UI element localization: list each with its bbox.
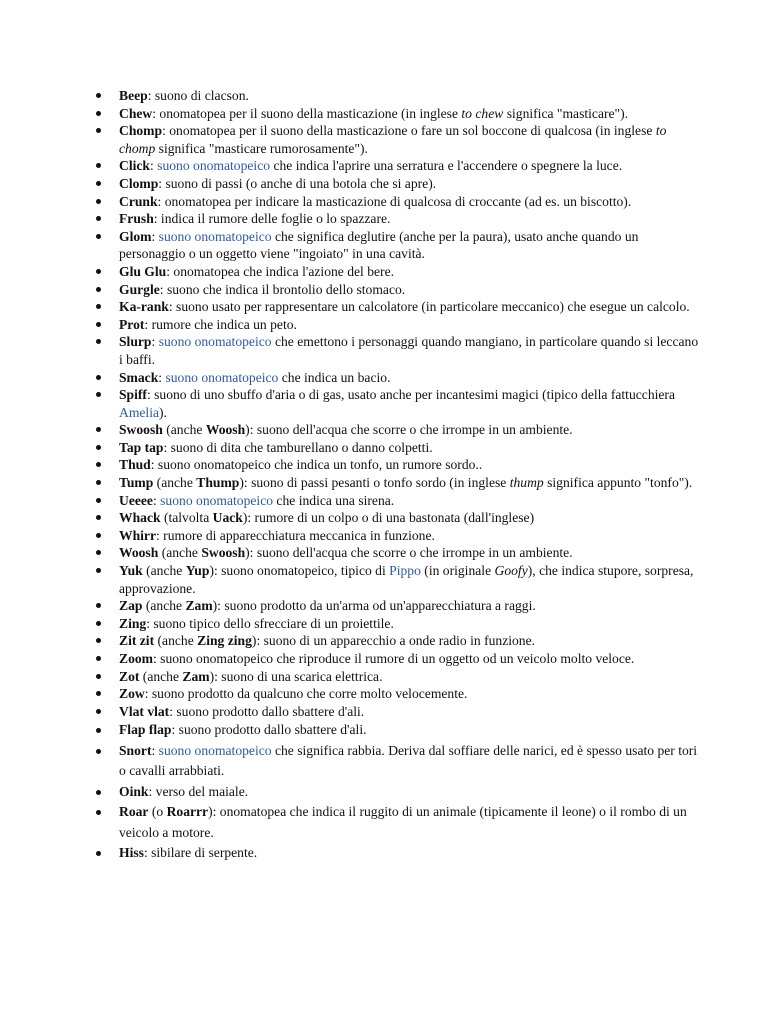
definition-text: (talvolta bbox=[160, 510, 213, 526]
definition-text: : verso del maiale. bbox=[148, 783, 249, 799]
term-label: Yuk bbox=[119, 563, 143, 579]
list-item bbox=[95, 369, 705, 387]
list-item bbox=[95, 597, 705, 615]
list-item bbox=[95, 668, 705, 686]
list-item bbox=[95, 843, 705, 864]
definition-text: : rumore che indica un peto. bbox=[144, 316, 297, 332]
definition-text: (anche bbox=[139, 668, 183, 684]
definition-text: : bbox=[151, 742, 159, 758]
definition-text: (anche bbox=[154, 633, 198, 649]
list-item bbox=[95, 509, 705, 527]
definition-text: : bbox=[149, 158, 158, 174]
term-label: Chew bbox=[119, 105, 153, 121]
onomatopoeia-list bbox=[95, 87, 705, 864]
list-item bbox=[95, 157, 705, 175]
term-label: Zam bbox=[182, 668, 210, 684]
wiki-link[interactable]: suono onomatopeico bbox=[157, 158, 271, 174]
term-label: Zow bbox=[119, 686, 145, 702]
definition-text: : suono onomatopeico che riproduce il rumore di un oggetto od un veicolo molto veloce. bbox=[152, 651, 635, 666]
list-item bbox=[95, 421, 705, 439]
term-label: Swoosh bbox=[201, 545, 246, 561]
term-label: Whack bbox=[119, 510, 161, 526]
term-label: Beep bbox=[119, 88, 148, 103]
list-item bbox=[95, 527, 705, 545]
term-label: Vlat vlat bbox=[119, 703, 170, 719]
list-item bbox=[95, 122, 705, 157]
definition-text: : bbox=[151, 334, 159, 350]
term-label: Zap bbox=[119, 598, 143, 614]
term-label: Oink bbox=[119, 783, 149, 799]
term-label: Zam bbox=[185, 598, 213, 614]
definition-text: (anche bbox=[142, 598, 186, 614]
list-item bbox=[95, 615, 705, 633]
definition-text: (anche bbox=[142, 563, 186, 579]
list-item bbox=[95, 193, 705, 211]
term-label: Spiff bbox=[119, 387, 147, 403]
wiki-link[interactable]: suono onomatopeico bbox=[158, 742, 272, 758]
definition-text: significa "masticare rumorosamente"). bbox=[155, 140, 368, 156]
definition-text: significa "masticare"). bbox=[503, 105, 629, 121]
italic-term: Goofy bbox=[494, 563, 528, 579]
definition-text: ): suono di un apparecchio a onde radio in funzione. bbox=[251, 633, 536, 649]
italic-term: to chomp bbox=[119, 123, 667, 156]
definition-text: ): suono dell'acqua che scorre o che irrompe in un ambiente. bbox=[245, 422, 573, 438]
wiki-link[interactable]: Pippo bbox=[389, 563, 421, 579]
italic-term: thump bbox=[509, 475, 544, 491]
list-item bbox=[95, 456, 705, 474]
italic-term: to chew bbox=[461, 105, 504, 121]
definition-text: : suono che indica il brontolio dello stomaco. bbox=[159, 281, 406, 297]
definition-text: (anche bbox=[153, 475, 197, 491]
term-label: Gurgle bbox=[119, 281, 160, 297]
term-label: Prot bbox=[119, 316, 145, 332]
wiki-link[interactable]: suono onomatopeico bbox=[160, 492, 274, 508]
list-item bbox=[95, 386, 705, 421]
term-label: Yup bbox=[185, 563, 210, 579]
definition-text: : rumore di apparecchiatura meccanica in funzione. bbox=[156, 527, 435, 543]
list-item bbox=[95, 782, 705, 803]
term-label: Flap flap bbox=[119, 722, 172, 738]
term-label: Tump bbox=[119, 475, 154, 491]
definition-text: (anche bbox=[158, 545, 202, 561]
definition-text: che significa rabbia. Deriva dal soffiare delle narici, ed è spesso usato per tori o cavalli arrabbiati. bbox=[119, 742, 698, 779]
definition-text: ): suono onomatopeico, tipico di bbox=[209, 563, 390, 579]
definition-text: : suono di clacson. bbox=[147, 88, 249, 103]
term-label: Roarrr bbox=[166, 804, 209, 820]
definition-text: : suono di passi (o anche di una botola che si apre). bbox=[158, 175, 437, 191]
definition-text: (in originale bbox=[420, 563, 495, 579]
definition-text: : sibilare di serpente. bbox=[143, 845, 258, 861]
term-label: Tap tap bbox=[119, 439, 164, 455]
definition-text: ): onomatopea che indica il ruggito di un animale (tipicamente il leone) o il rombo di un veicolo a motore. bbox=[119, 804, 687, 840]
term-label: Smack bbox=[119, 369, 159, 385]
list-item bbox=[95, 703, 705, 721]
definition-text: : onomatopea che indica l'azione del bere. bbox=[166, 263, 395, 279]
definition-text: ). bbox=[159, 404, 167, 420]
term-label: Zot bbox=[119, 668, 140, 684]
definition-text: ): suono prodotto da un'arma od un'apparecchiatura a raggi. bbox=[212, 598, 536, 614]
list-item bbox=[95, 802, 705, 843]
list-item bbox=[95, 492, 705, 510]
list-item bbox=[95, 316, 705, 334]
term-label: Ueeee bbox=[119, 492, 153, 508]
term-label: Crunk bbox=[119, 193, 158, 209]
definition-text: ): suono dell'acqua che scorre o che irrompe in un ambiente. bbox=[245, 545, 573, 561]
term-label: Woosh bbox=[119, 545, 159, 561]
list-item bbox=[95, 281, 705, 299]
definition-text: : bbox=[158, 369, 166, 385]
definition-text: ): suono di passi pesanti o tonfo sordo (in inglese bbox=[239, 475, 510, 491]
definition-text: ): suono di una scarica elettrica. bbox=[209, 668, 383, 684]
definition-text: : suono prodotto dallo sbattere d'ali. bbox=[171, 722, 367, 738]
term-label: Swoosh bbox=[119, 422, 163, 438]
definition-text: : suono usato per rappresentare un calcolatore (in particolare meccanico) che esegue un calcolo. bbox=[168, 299, 690, 315]
definition-text: (o bbox=[148, 804, 167, 820]
definition-text: : suono tipico dello sfrecciare di un proiettile. bbox=[146, 615, 394, 631]
wiki-link[interactable]: suono onomatopeico bbox=[158, 228, 272, 244]
term-label: Thud bbox=[119, 457, 151, 473]
list-item bbox=[95, 474, 705, 492]
definition-text: : suono onomatopeico che indica un tonfo, un rumore sordo.. bbox=[150, 457, 483, 473]
wiki-link[interactable]: Amelia bbox=[119, 404, 160, 420]
term-label: Click bbox=[119, 158, 150, 174]
definition-text: che significa deglutire (anche per la paura), usato anche quando un personaggio o un oggetto viene "ingoiato" in una cavità. bbox=[119, 228, 639, 262]
term-label: Zit zit bbox=[119, 633, 155, 649]
wiki-link[interactable]: suono onomatopeico bbox=[158, 334, 272, 350]
definition-text: che indica una sirena. bbox=[273, 492, 395, 508]
term-label: Zing zing bbox=[197, 633, 252, 649]
term-label: Zoom bbox=[119, 651, 153, 666]
term-label: Chomp bbox=[119, 123, 163, 139]
list-item bbox=[95, 562, 705, 597]
list-item bbox=[95, 333, 705, 368]
definition-text: : bbox=[151, 228, 159, 244]
term-label: Whirr bbox=[119, 527, 156, 543]
definition-text: : suono prodotto dallo sbattere d'ali. bbox=[169, 703, 365, 719]
list-item bbox=[95, 685, 705, 703]
list-item bbox=[95, 210, 705, 228]
definition-text: ), che indica stupore, sorpresa, approvazione. bbox=[119, 563, 694, 596]
definition-text: : suono di dita che tamburellano o danno colpetti. bbox=[163, 439, 433, 455]
term-label: Glom bbox=[119, 228, 152, 244]
list-item bbox=[95, 544, 705, 562]
term-label: Ka-rank bbox=[119, 299, 169, 315]
definition-text: : onomatopea per il suono della masticazione (in inglese bbox=[152, 105, 462, 121]
definition-text: significa appunto "tonfo"). bbox=[543, 475, 693, 491]
definition-text: : suono di uno sbuffo d'aria o di gas, usato anche per incantesimi magici (tipico della fattucchiera bbox=[146, 387, 675, 403]
list-item bbox=[95, 298, 705, 316]
term-label: Snort bbox=[119, 742, 152, 758]
term-label: Frush bbox=[119, 211, 154, 227]
list-item bbox=[95, 105, 705, 123]
definition-text: : bbox=[152, 492, 161, 508]
definition-text: che emettono i personaggi quando mangiano, in particolare quando si leccano i baffi. bbox=[119, 334, 699, 367]
term-label: Hiss bbox=[119, 845, 144, 861]
term-label: Zing bbox=[119, 615, 147, 631]
list-item bbox=[95, 632, 705, 650]
definition-text: che indica un bacio. bbox=[278, 369, 391, 385]
term-label: Uack bbox=[212, 510, 243, 526]
definition-text: (anche bbox=[162, 422, 206, 438]
definition-text: : onomatopea per il suono della masticazione o fare un sol boccone di qualcosa (in inglese bbox=[162, 123, 656, 139]
list-item bbox=[95, 87, 705, 105]
list-item bbox=[95, 720, 705, 741]
list-item bbox=[95, 439, 705, 457]
wiki-link[interactable]: suono onomatopeico bbox=[165, 369, 279, 385]
term-label: Thump bbox=[196, 475, 240, 491]
term-label: Clomp bbox=[119, 175, 159, 191]
term-label: Woosh bbox=[205, 422, 246, 438]
list-item bbox=[95, 228, 705, 263]
term-label: Glu Glu bbox=[119, 263, 167, 279]
definition-text: : suono prodotto da qualcuno che corre molto velocemente. bbox=[144, 686, 468, 702]
definition-text: ): rumore di un colpo o di una bastonata (dall'inglese) bbox=[242, 510, 535, 526]
term-label: Roar bbox=[119, 804, 149, 820]
list-item bbox=[95, 263, 705, 281]
list-item bbox=[95, 741, 705, 782]
list-item bbox=[95, 650, 705, 668]
definition-text: : onomatopea per indicare la masticazione di qualcosa di croccante (ad es. un biscotto). bbox=[157, 193, 632, 209]
definition-text: che indica l'aprire una serratura e l'accendere o spegnere la luce. bbox=[270, 158, 623, 174]
list-item bbox=[95, 175, 705, 193]
term-label: Slurp bbox=[119, 334, 152, 350]
definition-text: : indica il rumore delle foglie o lo spazzare. bbox=[153, 211, 391, 227]
